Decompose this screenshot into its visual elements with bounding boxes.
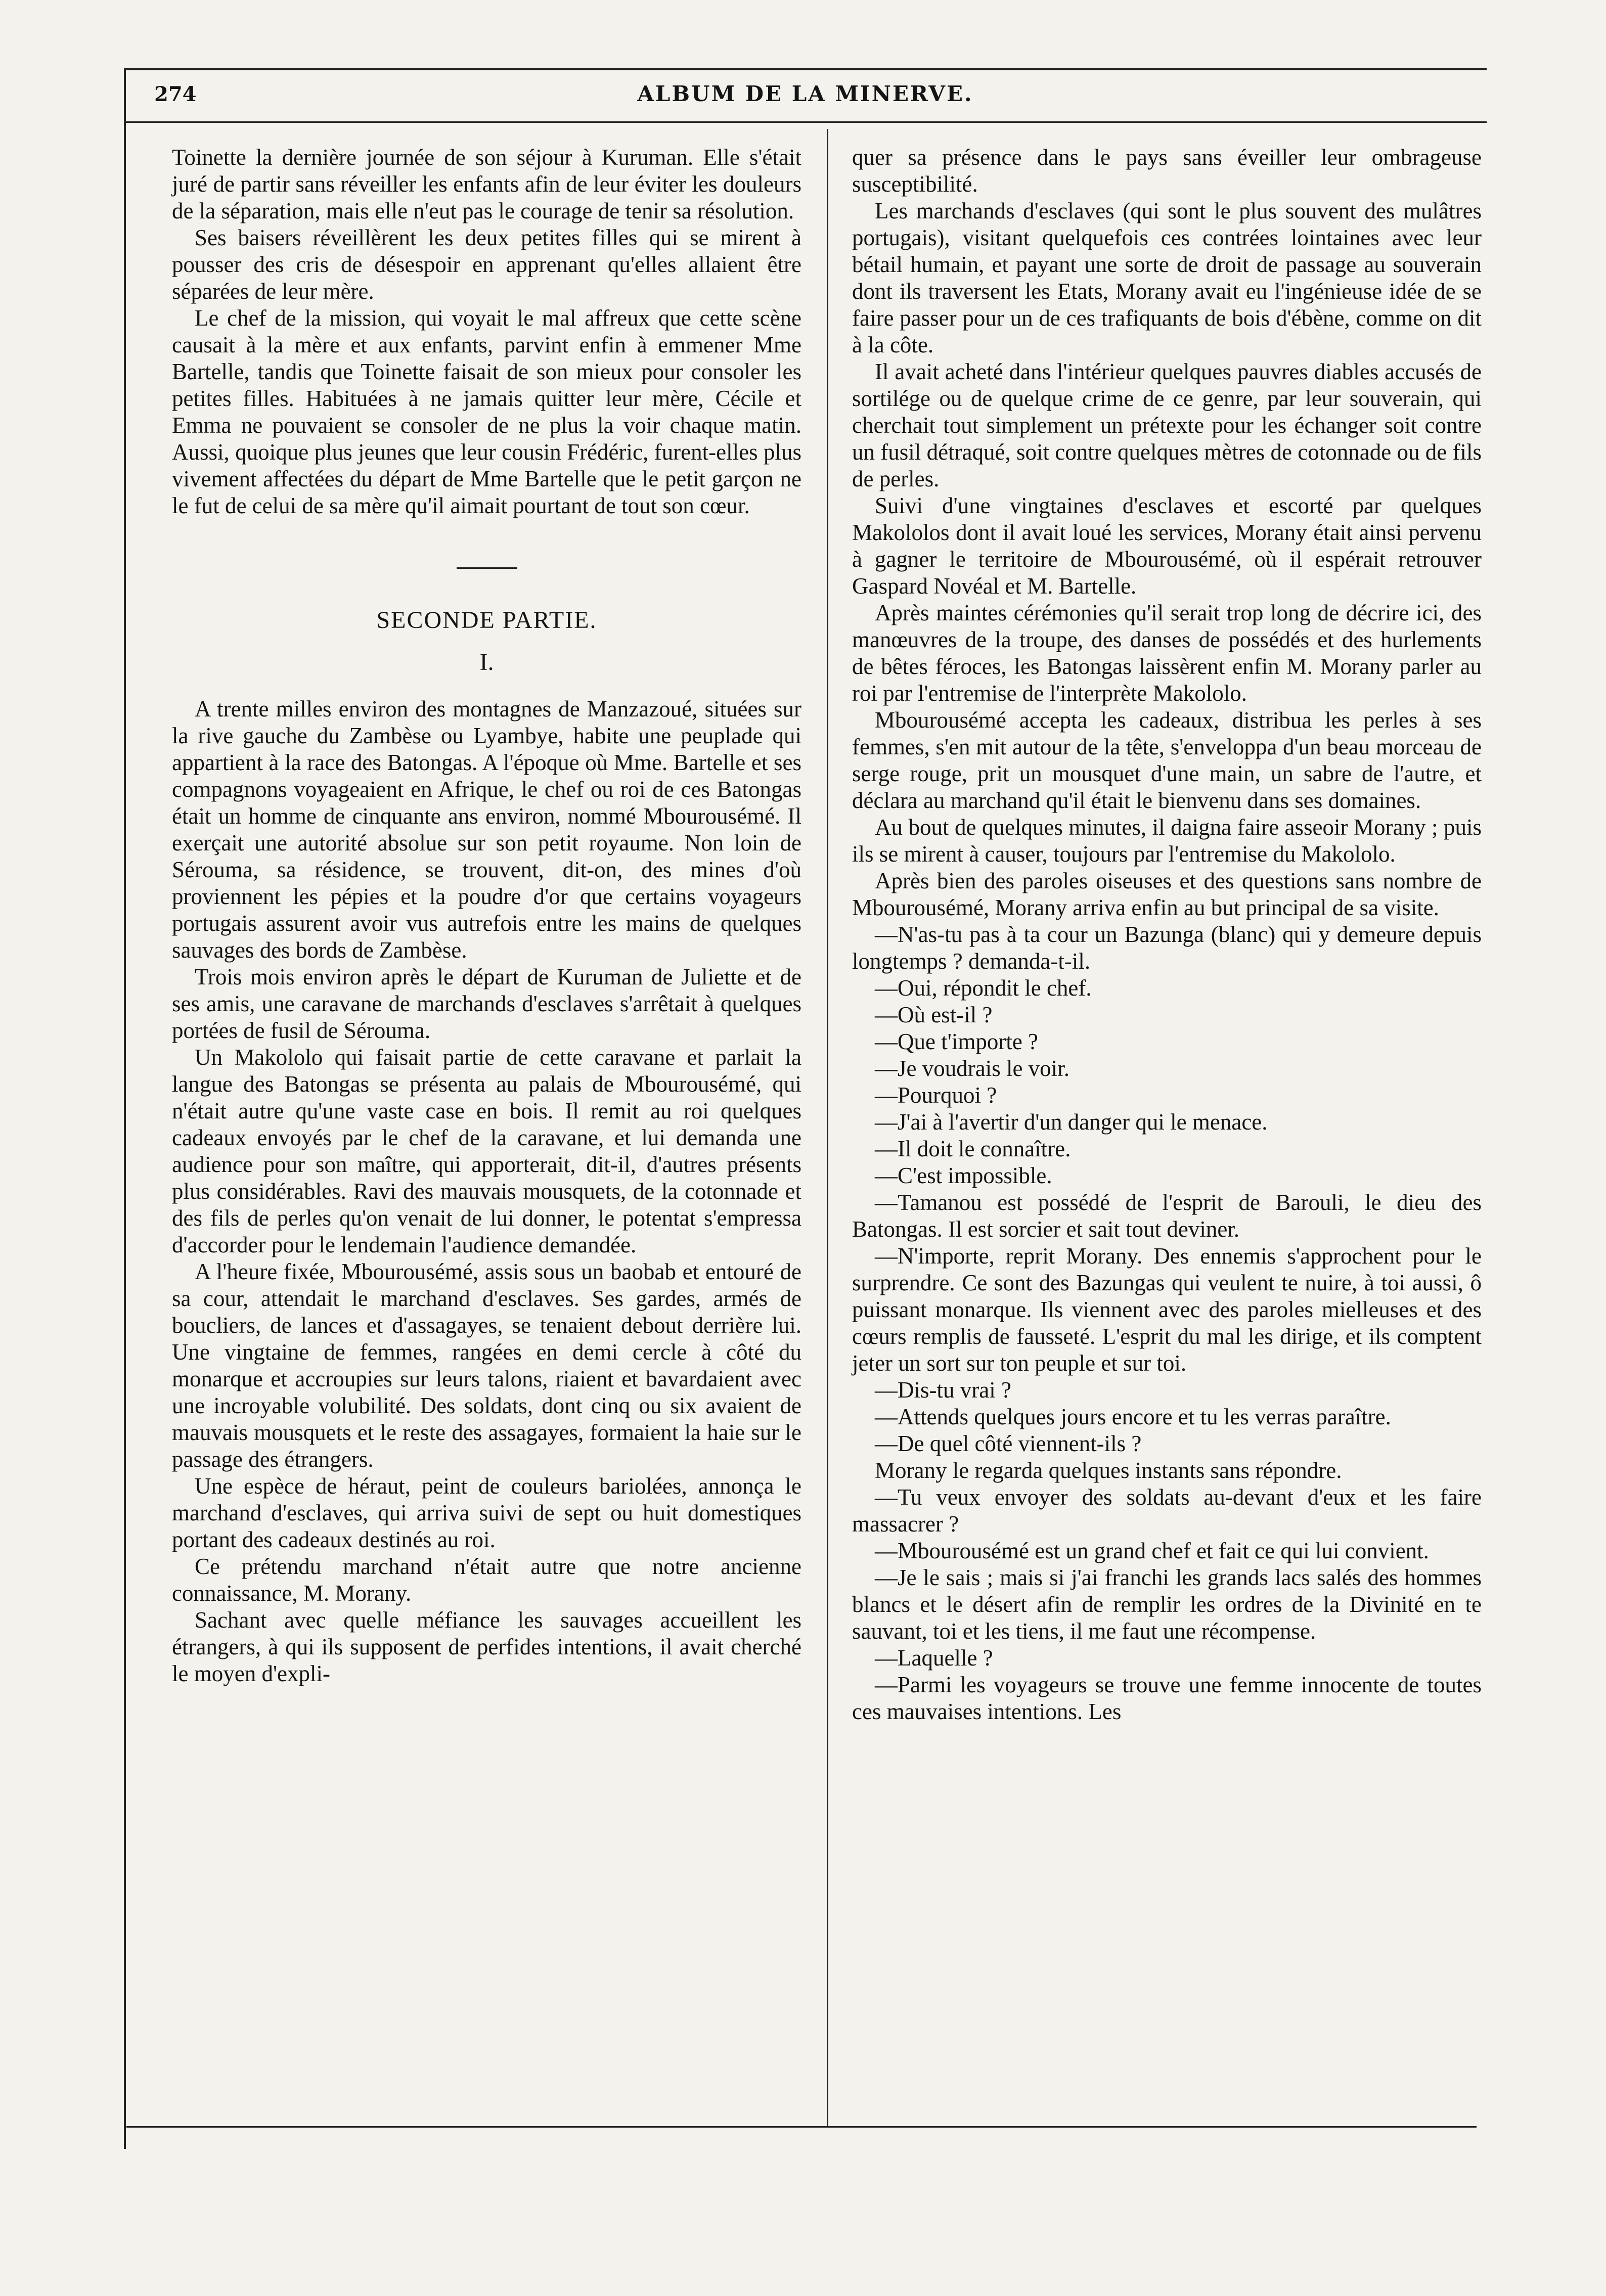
paragraph: Après maintes cérémonies qu'il serait trop long de décrire ici, des manœuvres de la troupe, des danses de possédés et des hurlements de bêtes féroces, les Batongas laissèrent enfin M. Morany parler au roi par l'entremise de l'interprète Makololo. [852,600,1482,706]
dialogue-line: —De quel côté viennent-ils ? [875,1431,1142,1456]
section-separator [457,567,517,569]
paragraph: Ses baisers réveillèrent les deux petites filles qui se mirent à pousser des cris de désespoir en apprenant qu'elles allaient être séparées de leur mère. [172,225,801,304]
dialogue-line: —N'as-tu pas à ta cour un Bazunga (blanc) qui y demeure depuis longtemps ? demanda-t-il. [852,922,1482,974]
dialogue-line: —Tamanou est possédé de l'esprit de Barouli, le dieu des Batongas. Il est sorcier et sait tout deviner. [852,1190,1482,1242]
bottom-rule [126,2126,1477,2128]
dialogue-line: —Il doit le connaître. [875,1136,1071,1161]
paragraph: Sachant avec quelle méfiance les sauvages accueillent les étrangers, à qui ils supposent de perfides intentions, il avait cherché le moyen d'expli- [172,1607,801,1686]
column-divider [827,129,828,2126]
paragraph: Il avait acheté dans l'intérieur quelques pauvres diables accusés de sortilége ou de quelque crime de ce genre, par leur souverain, qui cherchait tout simplement un prétexte pour les échanger soit contre un fusil détraqué, soit contre quelques mètres de cotonnade ou de fils de perles. [852,359,1482,491]
dialogue-line: —Mbourousémé est un grand chef et fait ce qui lui convient. [875,1538,1429,1563]
paragraph: Les marchands d'esclaves (qui sont le plus souvent des mulâtres portugais), visitant quelquefois ces contrées lointaines avec leur bétail humain, et payant une sorte de droit de passage au souverain dont ils traversent les Etats, Morany avait eu l'ingénieuse idée de se faire passer pour un de ces trafiquants de bois d'ébène, comme on dit à la côte. [852,198,1482,357]
dialogue-line: —J'ai à l'avertir d'un danger qui le menace. [875,1109,1268,1135]
paragraph: Suivi d'une vingtaines d'esclaves et escorté par quelques Makololos dont il avait loué les services, Morany était ainsi pervenu à gagner le territoire de Mbourousémé, où il espérait retrouver Gaspard Novéal et M. Bartelle. [852,493,1482,599]
dialogue-line: —Attends quelques jours encore et tu les verras paraître. [875,1404,1391,1429]
paragraph: Morany le regarda quelques instants sans répondre. [875,1458,1342,1483]
right-column [852,144,1482,1725]
dialogue-line: —Oui, répondit le chef. [875,975,1092,1001]
paragraph: Trois mois environ après le départ de Kuruman de Juliette et de ses amis, une caravane de marchands d'esclaves s'arrêtait à quelques portées de fusil de Sérouma. [172,964,801,1043]
dialogue-line: —Parmi les voyageurs se trouve une femme innocente de toutes ces mauvaises intentions. Les [852,1672,1482,1724]
paragraph: A l'heure fixée, Mbourousémé, assis sous un baobab et entouré de sa cour, attendait le marchand d'esclaves. Ses gardes, armés de boucliers, de lances et d'assagayes, se tenaient debout derrière lui. Une vingtaine de femmes, rangées en demi cercle à côté du monarque et accroupies sur leurs talons, riaient et bavardaient avec une incroyable volubilité. Des soldats, dont cinq ou six avaient de mauvais mousquets et le reste des assagayes, formaient la haie sur le passage des étrangers. [172,1259,801,1472]
paragraph: Une espèce de héraut, peint de couleurs bariolées, annonça le marchand d'esclaves, qui arriva suivi de sept ou huit domestiques portant des cadeaux destinés au roi. [172,1473,801,1552]
paragraph: quer sa présence dans le pays sans éveiller leur ombrageuse susceptibilité. [852,145,1482,197]
paragraph: Toinette la dernière journée de son séjour à Kuruman. Elle s'était juré de partir sans réveiller les enfants afin de leur éviter les douleurs de la séparation, mais elle n'eut pas le courage de tenir sa résolution. [172,145,801,223]
paragraph: Après bien des paroles oiseuses et des questions sans nombre de Mbourousémé, Morany arriva enfin au but principal de sa visite. [852,868,1482,920]
page-header [124,73,1487,123]
chapter-number: I. [479,649,494,676]
dialogue-line: —Que t'importe ? [875,1029,1039,1054]
paragraph: Mbourousémé accepta les cadeaux, distribua les perles à ses femmes, s'en mit autour de la tête, s'enveloppa d'un beau morceau de serge rouge, prit un mousquet d'une main, un sabre de l'autre, et déclara au marchand qu'il était le bienvenu dans ses domaines. [852,707,1482,813]
left-column [172,144,801,1687]
paragraph: Un Makololo qui faisait partie de cette caravane et parlait la langue des Batongas se présenta au palais de Mbourousémé, qui n'était autre qu'une vaste case en bois. Il remit au roi quelques cadeaux envoyés par le chef de la caravane, et lui demanda une audience pour son maître, qui apporterait, dit-il, d'autres présents plus considérables. Ravi des mauvais mousquets, de la cotonnade et des fils de perles qu'on venait de lui donner, le potentat s'empressa d'accorder pour le lendemain l'audience demandée. [172,1045,801,1257]
paragraph: Le chef de la mission, qui voyait le mal affreux que cette scène causait à la mère et aux enfants, parvint enfin à emmener Mme Bartelle, tandis que Toinette faisait de son mieux pour consoler les petites filles. Habituées à ne jamais quitter leur mère, Cécile et Emma ne pouvaient se consoler de ne plus la voir chaque matin. Aussi, quoique plus jeunes que leur cousin Frédéric, furent-elles plus vivement affectées du départ de Mme Bartelle que le petit garçon ne le fut de celui de sa mère qu'il aimait pourtant de tout son cœur. [172,305,801,518]
paragraph: Ce prétendu marchand n'était autre que notre ancienne connaissance, M. Morany. [172,1554,801,1606]
page-number: 274 [154,82,197,106]
dialogue-line: —N'importe, reprit Morany. Des ennemis s'approchent pour le surprendre. Ce sont des Bazungas qui veulent te nuire, à toi aussi, ô puissant monarque. Ils viennent avec des paroles mielleuses et des cœurs remplis de fausseté. L'esprit du mal les dirige, et ils comptent jeter un sort sur ton peuple et sur toi. [852,1243,1482,1376]
dialogue-line: —Je voudrais le voir. [875,1056,1069,1081]
dialogue-line: —Où est-il ? [875,1002,993,1027]
dialogue-line: —Je le sais ; mais si j'ai franchi les grands lacs salés des hommes blancs et le désert afin de remplir les ordres de la Divinité en te sauvant, toi et les tiens, il me faut une récompense. [852,1565,1482,1644]
dialogue-line: —Laquelle ? [875,1645,993,1671]
paragraph: A trente milles environ des montagnes de Manzazoué, situées sur la rive gauche du Zambèse ou Lyambye, habite une peuplade qui appartient à la race des Batongas. A l'époque où Mme. Bartelle et ses compagnons voyageaient en Afrique, le chef ou roi de ces Batongas était un homme de cinquante ans environ, nommé Mbourousémé. Il exerçait une autorité absolue sur son petit royaume. Non loin de Sérouma, sa résidence, se trouvent, dit-on, des mines d'où proviennent les pépies et la poudre d'or que certains voyageurs portugais assurent avoir vus autrefois entre les mains de quelques sauvages des bords de Zambèse. [172,696,801,963]
dialogue-line: —Tu veux envoyer des soldats au-devant d'eux et les faire massacrer ? [852,1484,1482,1537]
dialogue-line: —Dis-tu vrai ? [875,1377,1011,1403]
running-title: ALBUM DE LA MINERVE. [637,81,973,106]
paragraph: Au bout de quelques minutes, il daigna faire asseoir Morany ; puis ils se mirent à causer, toujours par l'entremise du Makololo. [852,815,1482,867]
dialogue-line: —C'est impossible. [875,1163,1052,1188]
section-title: SECONDE PARTIE. [376,607,597,634]
dialogue-line: —Pourquoi ? [875,1083,997,1108]
